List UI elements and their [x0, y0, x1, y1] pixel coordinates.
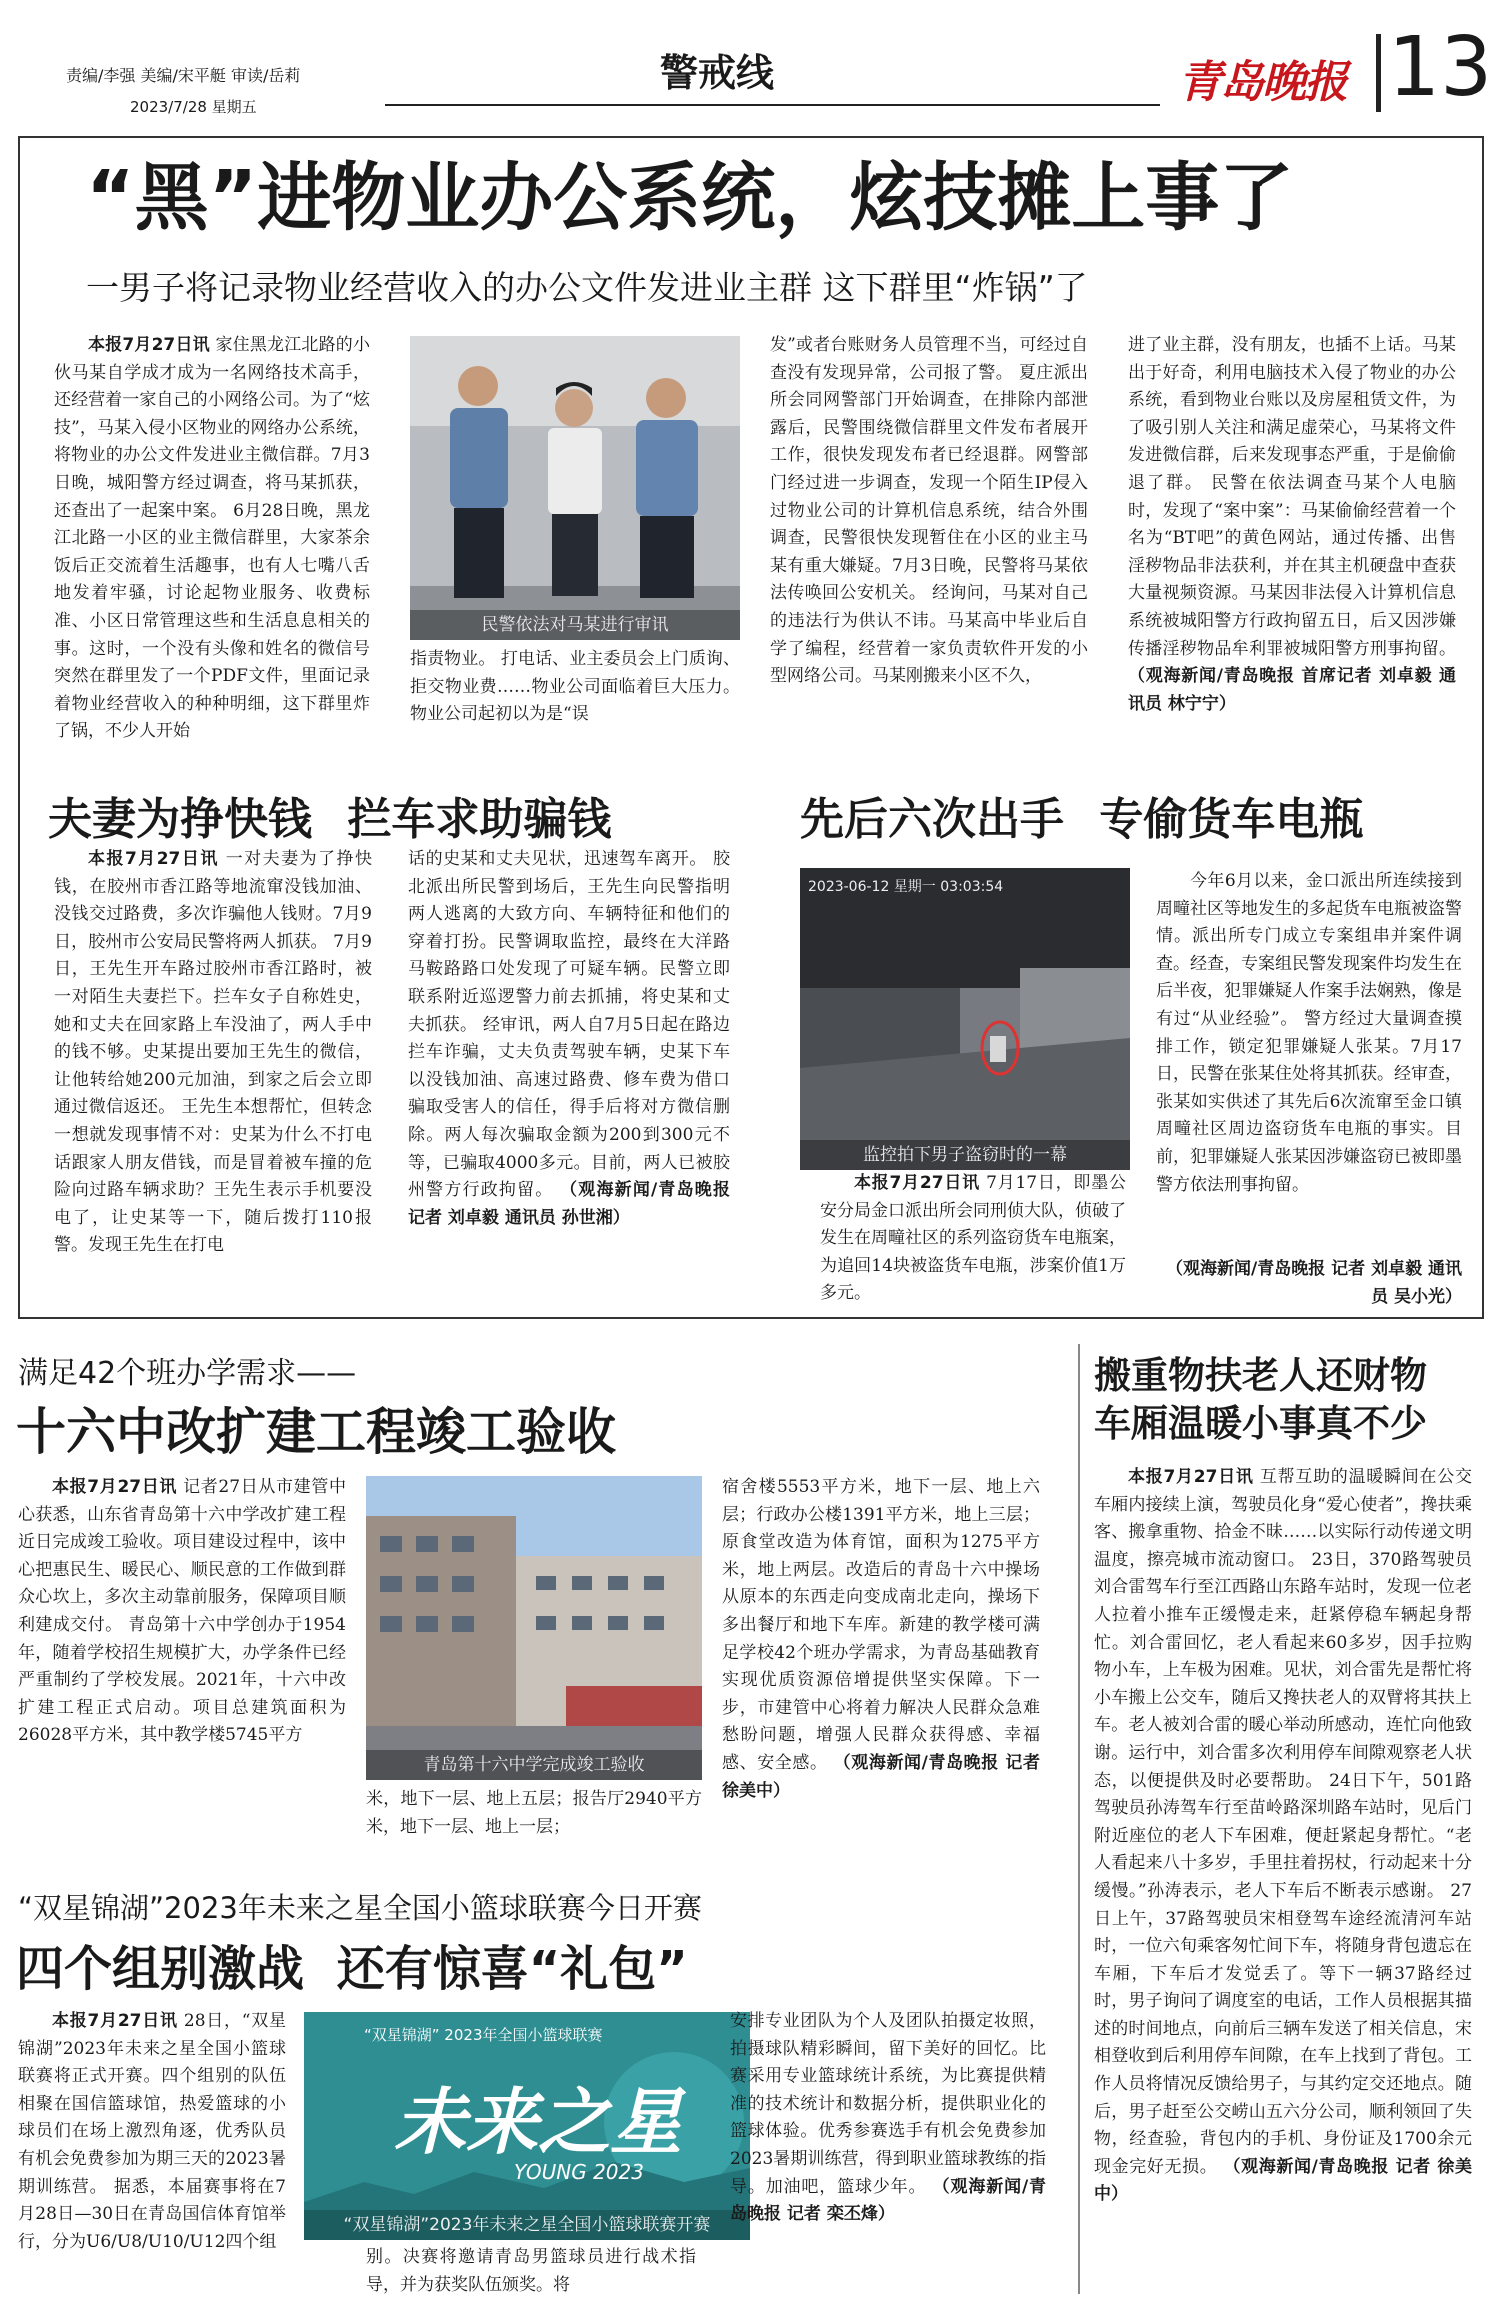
- lead-photo-caption: 民警依法对马某进行审讯: [410, 610, 740, 640]
- lead-col-4: [1128, 332, 1456, 772]
- couple-col-1-text: 一对夫妻为了挣快钱，在胶州市香江路等地流窜没钱加油、没钱交过路费，多次诈骗他人钱财。7月9日，胶州市公安局民警将两人抓获。 7月9日，王先生开车路过胶州市香江路时，被一对陌生夫妻拦下。拦车女子自称姓史，她和丈夫在回家路上车没油了，两人手中的钱不够。史某提出要加王先生的微信，让他转给她200元加油，到家之后会立即通过微信返还。 王先生本想帮忙，但转念一想就发现事情不对：史某为什么不打电话跟家人朋友借钱，而是冒着被车撞的危险向过路车辆求助？王先生表示手机要没电了，让史某等一下，随后拨打110报警。发现王先生在打电: [54, 849, 372, 1256]
- school-kicker: 满足42个班办学需求——: [18, 1356, 357, 1391]
- school-building-illustration: [366, 1476, 702, 1780]
- issue-date: 2023/7/28 星期五: [130, 98, 257, 116]
- banner-caption: “双星锦湖”2023年未来之星全国小篮球联赛开赛: [304, 2210, 750, 2240]
- page-number: 13: [1388, 20, 1493, 115]
- thief-col-1-text: 7月17日，即墨公安分局金口派出所会同刑侦大队，侦破了发生在周疃社区的系列盗窃货车电瓶案，为追回14块被盗货车电瓶，涉案价值1万多元。: [820, 1173, 1126, 1304]
- basketball-headline: 四个组别激战 还有惊喜“礼包”: [16, 1941, 688, 1997]
- lead-subhead: 一男子将记录物业经营收入的办公文件发进业主群 这下群里“炸锅”了: [86, 268, 1088, 307]
- banner-top-text: “双星锦湖” 2023年全国小篮球联赛: [364, 2026, 603, 2044]
- school-col-2: 米，地下一层、地上五层；报告厅2940平方米，地下一层、地上一层；: [366, 1789, 702, 1837]
- couple-dateline: 本报7月27日讯: [88, 849, 219, 869]
- thief-headline: 先后六次出手 专偷货车电瓶: [800, 794, 1364, 845]
- basketball-dateline: 本报7月27日讯: [52, 2011, 178, 2031]
- police-photo-illustration: [410, 336, 740, 640]
- page-number-bar: [1376, 34, 1381, 112]
- basketball-byline: （观海新闻/青岛晚报 记者 栾丕烽）: [730, 2176, 1047, 2225]
- school-dateline: 本报7月27日讯: [52, 1477, 178, 1497]
- bus-dateline: 本报7月27日讯: [1128, 1467, 1254, 1487]
- banner-subtitle: YOUNG 2023: [514, 2160, 644, 2184]
- lead-col-4-text: 进了业主群，没有朋友，也插不上话。马某出于好奇，利用电脑技术入侵了物业的办公系统，看到物业台账以及房屋租赁文件，为了吸引别人关注和满足虚荣心，马某将文件发进微信群，后来发现事态严重，于是偷偷退了群。 民警在依法调查马某个人电脑时，发现了“案中案”：马某偷偷经营着一个名为“BT吧”的黄色网站，通过传播、出售淫秽物品非法获利，并在其主机硬盘中查获大量视频资源。马某因非法侵入计算机信息系统被城阳警方行政拘留五日，后又因涉嫌传播淫秽物品牟利罪被城阳警方刑事拘留。: [1128, 335, 1456, 659]
- school-byline: （观海新闻/青岛晚报 记者 徐美中）: [722, 1752, 1041, 1801]
- cctv-timestamp: 2023-06-12 星期一 03:03:54: [808, 879, 1004, 895]
- basketball-col-1-text: 28日，“双星锦湖”2023年未来之星全国小篮球联赛将正式开赛。四个组别的队伍相聚在国信篮球馆，热爱篮球的小球员们在场上激烈角逐，优秀队员有机会免费参加为期三天的2023暑期训练营。 据悉，本届赛事将在7月28日—30日在青岛国信体育馆举行，分为U6/U8/U10/U12四个组: [18, 2011, 286, 2252]
- bus-col-1-text: 互帮互助的温暖瞬间在公交车厢内接续上演，驾驶员化身“爱心使者”，搀扶乘客、搬拿重物、拾金不昧……以实际行动传递文明温度，擦亮城市流动窗口。 23日，370路驾驶员刘合雷驾车行至江西路山东路车站时，发现一位老人拉着小推车正缓慢走来，赶紧停稳车辆起身帮忙。刘合雷回忆，老人看起来60多岁，因手拉购物小车，上车极为困难。见状，刘合雷先是帮忙将小车搬上公交车，随后又搀扶老人的双臂将其扶上车。老人被刘合雷的暖心举动所感动，连忙向他致谢。运行中，刘合雷多次利用停车间隙观察老人状态，以便提供及时必要帮助。 24日下午，501路驾驶员孙涛驾车行至苗岭路深圳路车站时，见后门附近座位的老人下车困难，便赶紧起身帮忙。“老人看起来八十多岁，手里拄着拐杖，行动起来十分缓慢。”孙涛表示，老人下车后不断表示感谢。 27日上午，37路驾驶员宋相登驾车途经流清河车站时，一位六旬乘客匆忙间下车，将随身背包遗忘在车厢，下车后才发觉丢了。等下一辆37路经过时，男子询问了调度室的电话，工作人员根据其描述的时间地点，向前后三辆车发送了相关信息，宋相登收到后利用停车间隙，在车上找到了背包。工作人员将情况反馈给男子，与其约定交还地点。随后，男子赶至公交崂山五六分公司，顺利领回了失物，经查验，背包内的手机、身份证及1700余元现金完好无损。: [1094, 1467, 1473, 2177]
- couple-col-1: [54, 846, 372, 1308]
- lead-photo: [410, 336, 740, 640]
- school-col-1: [18, 1474, 346, 1878]
- thief-byline: （观海新闻/青岛晚报 记者 刘卓毅 通讯员 吴小光）: [1166, 1259, 1462, 1307]
- school-photo: [366, 1476, 702, 1780]
- surveillance-illustration: [800, 868, 1130, 1170]
- thief-col-1: [820, 1170, 1126, 1304]
- school-col-1-text: 记者27日从市建管中心获悉，山东省青岛第十六中学改扩建工程近日完成竣工验收。项目建设过程中，该中心把惠民生、暖民心、顺民意的工作做到群众心坎上，多次主动靠前服务，保障项目顺利建成交付。 青岛第十六中学创办于1954年，随着学校招生规模扩大，办学条件已经严重制约了学校发展。2021年，十六中改扩建工程正式启动。项目总建筑面积为26028平方米，其中教学楼5745平方: [18, 1477, 346, 1746]
- basketball-col-3-text: 安排专业团队为个人及团队拍摄定妆照，拍摄球队精彩瞬间，留下美好的回忆。比赛采用专业篮球统计系统，为比赛提供精准的技术统计和数据分析，提供职业化的篮球体验。优秀参赛选手有机会免费参加2023暑期训练营，得到职业篮球教练的指导。加油吧，篮球少年。: [730, 2011, 1046, 2197]
- masthead-logo: 青岛晚报: [1178, 57, 1346, 108]
- thief-dateline: 本报7月27日讯: [854, 1173, 980, 1193]
- basketball-col-2: 别。决赛将邀请青岛男篮球员进行战术指导，并为获奖队伍颁奖。将: [366, 2247, 696, 2295]
- basketball-col-1: [18, 2008, 286, 2298]
- couple-byline: （观海新闻/青岛晚报 记者 刘卓毅 通讯员 孙世湘）: [408, 1180, 730, 1228]
- bus-byline: （观海新闻/青岛晚报 记者 徐美中）: [1094, 2156, 1473, 2205]
- lead-dateline: 本报7月27日讯: [88, 335, 210, 355]
- thief-col-2: 今年6月以来，金口派出所连续接到周疃社区等地发生的多起货车电瓶被盗警情。派出所专门成立专案组串并案件调查。经查，专案组民警发现案件均发生在后半夜，犯罪嫌疑人作案手法娴熟，像是有过“从业经验”。 警方经过大量调查摸排工作，锁定犯罪嫌疑人张某。7月17日，民警在张某住处将其抓获。经审查，张某如实供述了其先后6次流窜至金口镇周疃社区周边盗窃货车电瓶的事实。目前，犯罪嫌疑人张某因涉嫌盗窃已被即墨警方依法刑事拘留。: [1156, 871, 1462, 1195]
- couple-col-2: [408, 846, 730, 1308]
- thief-photo: [800, 868, 1130, 1170]
- lead-col-3: 发”或者台账财务人员管理不当，可经过自查没有发现异常，公司报了警。 夏庄派出所会同网警部门开始调查，在排除内部泄露后，民警围绕微信群里文件发布者展开工作，很快发现发布者已经退群。网警部门经过进一步调查，发现一个陌生IP侵入过物业公司的计算机信息系统，结合外围调查，民警很快发现暂住在小区的业主马某有重大嫌疑。7月3日晚，民警将马某依法传唤回公安机关。 经询问，马某对自己的违法行为供认不讳。马某高中毕业后自学了编程，经营着一家负责软件开发的小型网络公司。马某刚搬来小区不久，: [770, 335, 1088, 687]
- basketball-banner: [304, 2012, 750, 2240]
- banner-logo: 未来之星: [394, 2080, 683, 2164]
- school-headline: 十六中改扩建工程竣工验收: [16, 1403, 616, 1461]
- bus-col-1: [1094, 1464, 1472, 2296]
- basketball-col-3: [730, 2008, 1046, 2298]
- bus-headline-1: 搬重物扶老人还财物: [1094, 1354, 1427, 1397]
- lead-col-1: [54, 332, 370, 768]
- lead-headline: “黑”进物业办公系统，炫技摊上事了: [86, 155, 1294, 241]
- lead-byline: （观海新闻/青岛晚报 首席记者 刘卓毅 通讯员 林宁宁）: [1128, 666, 1456, 714]
- school-col-3: [722, 1474, 1040, 1894]
- editors-line: 责编/李强 美编/宋平艇 审读/岳莉: [66, 66, 301, 85]
- lead-col-1-text: 家住黑龙江北路的小伙马某自学成才成为一名网络技术高手，还经营着一家自己的小网络公司。为了“炫技”，马某入侵小区物业的网络办公系统，将物业的办公文件发进业主微信群。7月3日晚，城阳警方经过调查，将马某抓获，还查出了一起案中案。 6月28日晚，黑龙江北路一小区的业主微信群里，大家茶余饭后正交流着生活趣事，也有人七嘴八舌地发着牢骚，讨论起物业服务、收费标准、小区日常管理这些和生活息息相关的事。这时，一个没有头像和姓名的微信号突然在群里发了一个PDF文件，里面记录着物业经营收入的种种明细，这下群里炸了锅，不少人开始: [54, 335, 370, 742]
- bus-headline-2: 车厢温暖小事真不少: [1094, 1402, 1427, 1445]
- couple-headline: 夫妻为挣快钱 拦车求助骗钱: [48, 794, 612, 845]
- section-title: 警戒线: [660, 51, 775, 95]
- column-divider: [1078, 1344, 1080, 2294]
- school-col-3-text: 宿舍楼5553平方米，地下一层、地上六层；行政办公楼1391平方米，地上三层；原食堂改造为体育馆，面积为1275平方米，地上两层。改造后的青岛十六中操场从原本的东西走向变成南北走向，操场下多出餐厅和地下车库。新建的教学楼可满足学校42个班办学需求，为青岛基础教育实现优质资源倍增提供坚实保障。下一步，市建管中心将着力解决人民群众急难愁盼问题，增强人民群众获得感、幸福感、安全感。: [722, 1477, 1040, 1773]
- basketball-kicker: “双星锦湖”2023年未来之星全国小篮球联赛今日开赛: [18, 1891, 702, 1925]
- school-photo-caption: 青岛第十六中学完成竣工验收: [366, 1750, 702, 1780]
- couple-col-2-text: 话的史某和丈夫见状，迅速驾车离开。 胶北派出所民警到场后，王先生向民警指明两人逃离的大致方向、车辆特征和他们的穿着打扮。民警调取监控，最终在大洋路马鞍路路口处发现了可疑车辆。民警立即联系附近巡逻警力前去抓捕，将史某和丈夫抓获。 经审讯，两人自7月5日起在路边拦车诈骗，丈夫负责驾驶车辆，史某下车以没钱加油、高速过路费、修车费为借口骗取受害人的信任，得手后将对方微信删除。两人每次骗取金额为200到300元不等，已骗取4000多元。目前，两人已被胶州警方行政拘留。: [408, 849, 730, 1201]
- header-rule: [385, 104, 1160, 106]
- thief-photo-caption: 监控拍下男子盗窃时的一幕: [800, 1140, 1130, 1170]
- lead-col-2: 指责物业。 打电话、业主委员会上门质询、拒交物业费……物业公司面临着巨大压力。物业公司起初以为是“误: [410, 649, 740, 725]
